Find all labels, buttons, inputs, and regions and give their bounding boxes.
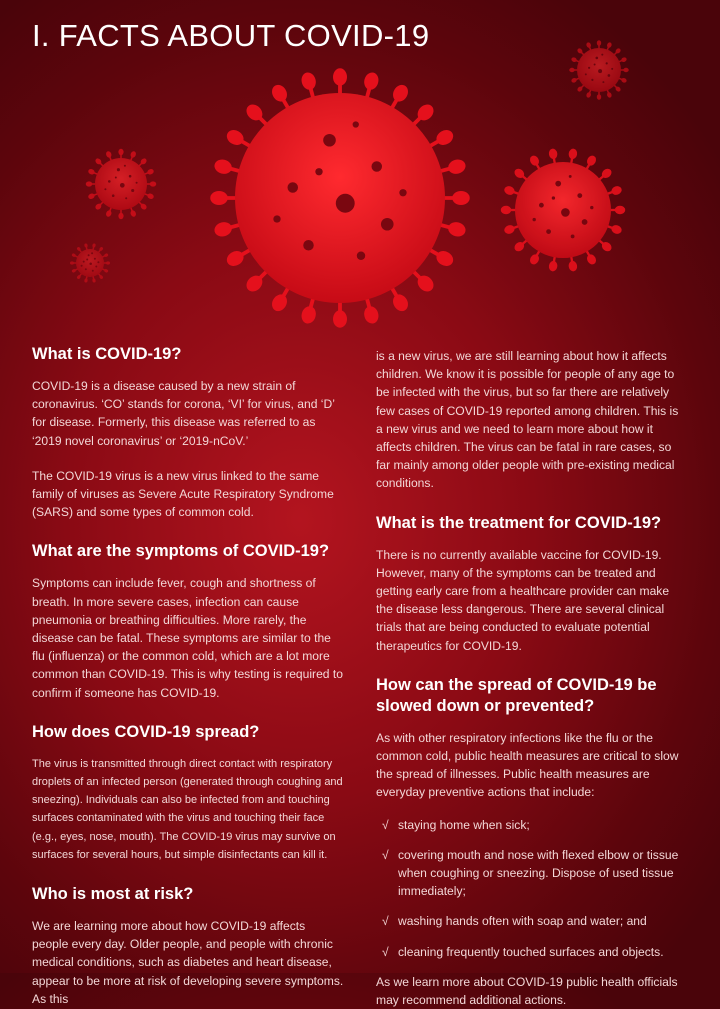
treatment-paragraph: There is no currently available vaccine for COVID-19. However, many of the symptoms can be treated and getting early care from a healthcare provider can make the disease less dangerous. There are several clinical trials that are being conducted to evaluate potential therapeutics for COVID-19. [376,547,670,653]
heading-prevention: How can the spread of COVID-19 be slowed down or prevented? [376,675,657,715]
list-item: √ cleaning frequently touched surfaces and objects. [376,943,688,961]
risk-paragraph-start: We are learning more about how COVID-19 affects people every day. Older people, and people with chronic medical conditions, such as diabetes and heart disease, appear to be more at risk of developing severe symptoms. As this [32,919,344,1006]
heading-treatment: What is the treatment for COVID-19? [376,513,662,532]
right-column [376,347,688,1009]
coronavirus-small-left [86,149,157,220]
prevention-closing-paragraph: As we learn more about COVID-19 public health officials may recommend additional actions. [376,974,678,1008]
left-column [32,344,344,1008]
heading-what-is: What is COVID-19? [32,345,182,363]
checkmark-icon: √ [382,817,389,832]
risk-paragraph-continued: is a new virus, we are still learning about how it affects children. We know it is possible for people of any age to be infected with the virus, but so far there are relatively few cases of COVID-19 reported among children. This is a new virus and we need to learn more about how it affects children. The virus can be fatal in rare cases, so far mainly among older people with pre-existing medical conditions. [376,349,679,491]
prevention-paragraph: As with other respiratory infections like the flu or the common cold, public health measures are critical to slow the spread of illnesses. Public health measures are everyday preventive actions that include: [376,730,679,800]
spread-paragraph: The virus is transmitted through direct contact with respiratory droplets of an infected person (generated through coughing and sneezing). Individuals can also be infected from and touching surfaces contaminated with the virus and touching their face (e.g., eyes, nose, mouth). The COVID-19 virus may survive on surfaces for several hours, but simple disinfectants can kill it. [32,757,343,861]
what-is-paragraph-2: The COVID-19 virus is a new virus linked to the same family of viruses as Severe Acute Respiratory Syndrome (SARS) and some types of common cold. [32,468,334,520]
list-item: √ staying home when sick; [376,816,688,834]
checkmark-icon: √ [382,914,389,929]
prevention-list [376,816,688,961]
symptoms-paragraph: Symptoms can include fever, cough and shortness of breath. In more severe cases, infection can cause pneumonia or breathing difficulties. More rarely, the disease can be fatal. These symptoms are similar to the flu (influenza) or the common cold, which are a lot more common than COVID-19. This is why testing is required to confirm if someone has COVID-19. [32,576,343,700]
coronavirus-tiny-left [70,243,110,283]
coronavirus-small-top-right [569,40,629,100]
page-title: I. FACTS ABOUT COVID-19 [32,18,430,53]
heading-symptoms: What are the symptoms of COVID-19? [32,542,330,561]
coronavirus-large [210,68,470,328]
checkmark-icon: √ [382,944,389,959]
coronavirus-medium [501,148,626,272]
coronavirus-illustration [0,0,720,340]
what-is-paragraph-1: COVID-19 is a disease caused by a new strain of coronavirus. ‘CO’ stands for corona, ‘VI’ for virus, and ‘D’ for disease. Formerly, this disease was referred to as ‘2019 novel coronavirus’ or ‘2019-nCoV.’ [32,379,335,448]
heading-risk: Who is most at risk? [32,885,194,904]
heading-spread: How does COVID-19 spread? [32,722,260,741]
checkmark-icon: √ [382,847,389,862]
list-item: √ washing hands often with soap and water; and [376,912,688,930]
list-item: √ covering mouth and nose with flexed elbow or tissue when coughing or sneezing. Dispose of used tissue immediately; [382,847,679,899]
